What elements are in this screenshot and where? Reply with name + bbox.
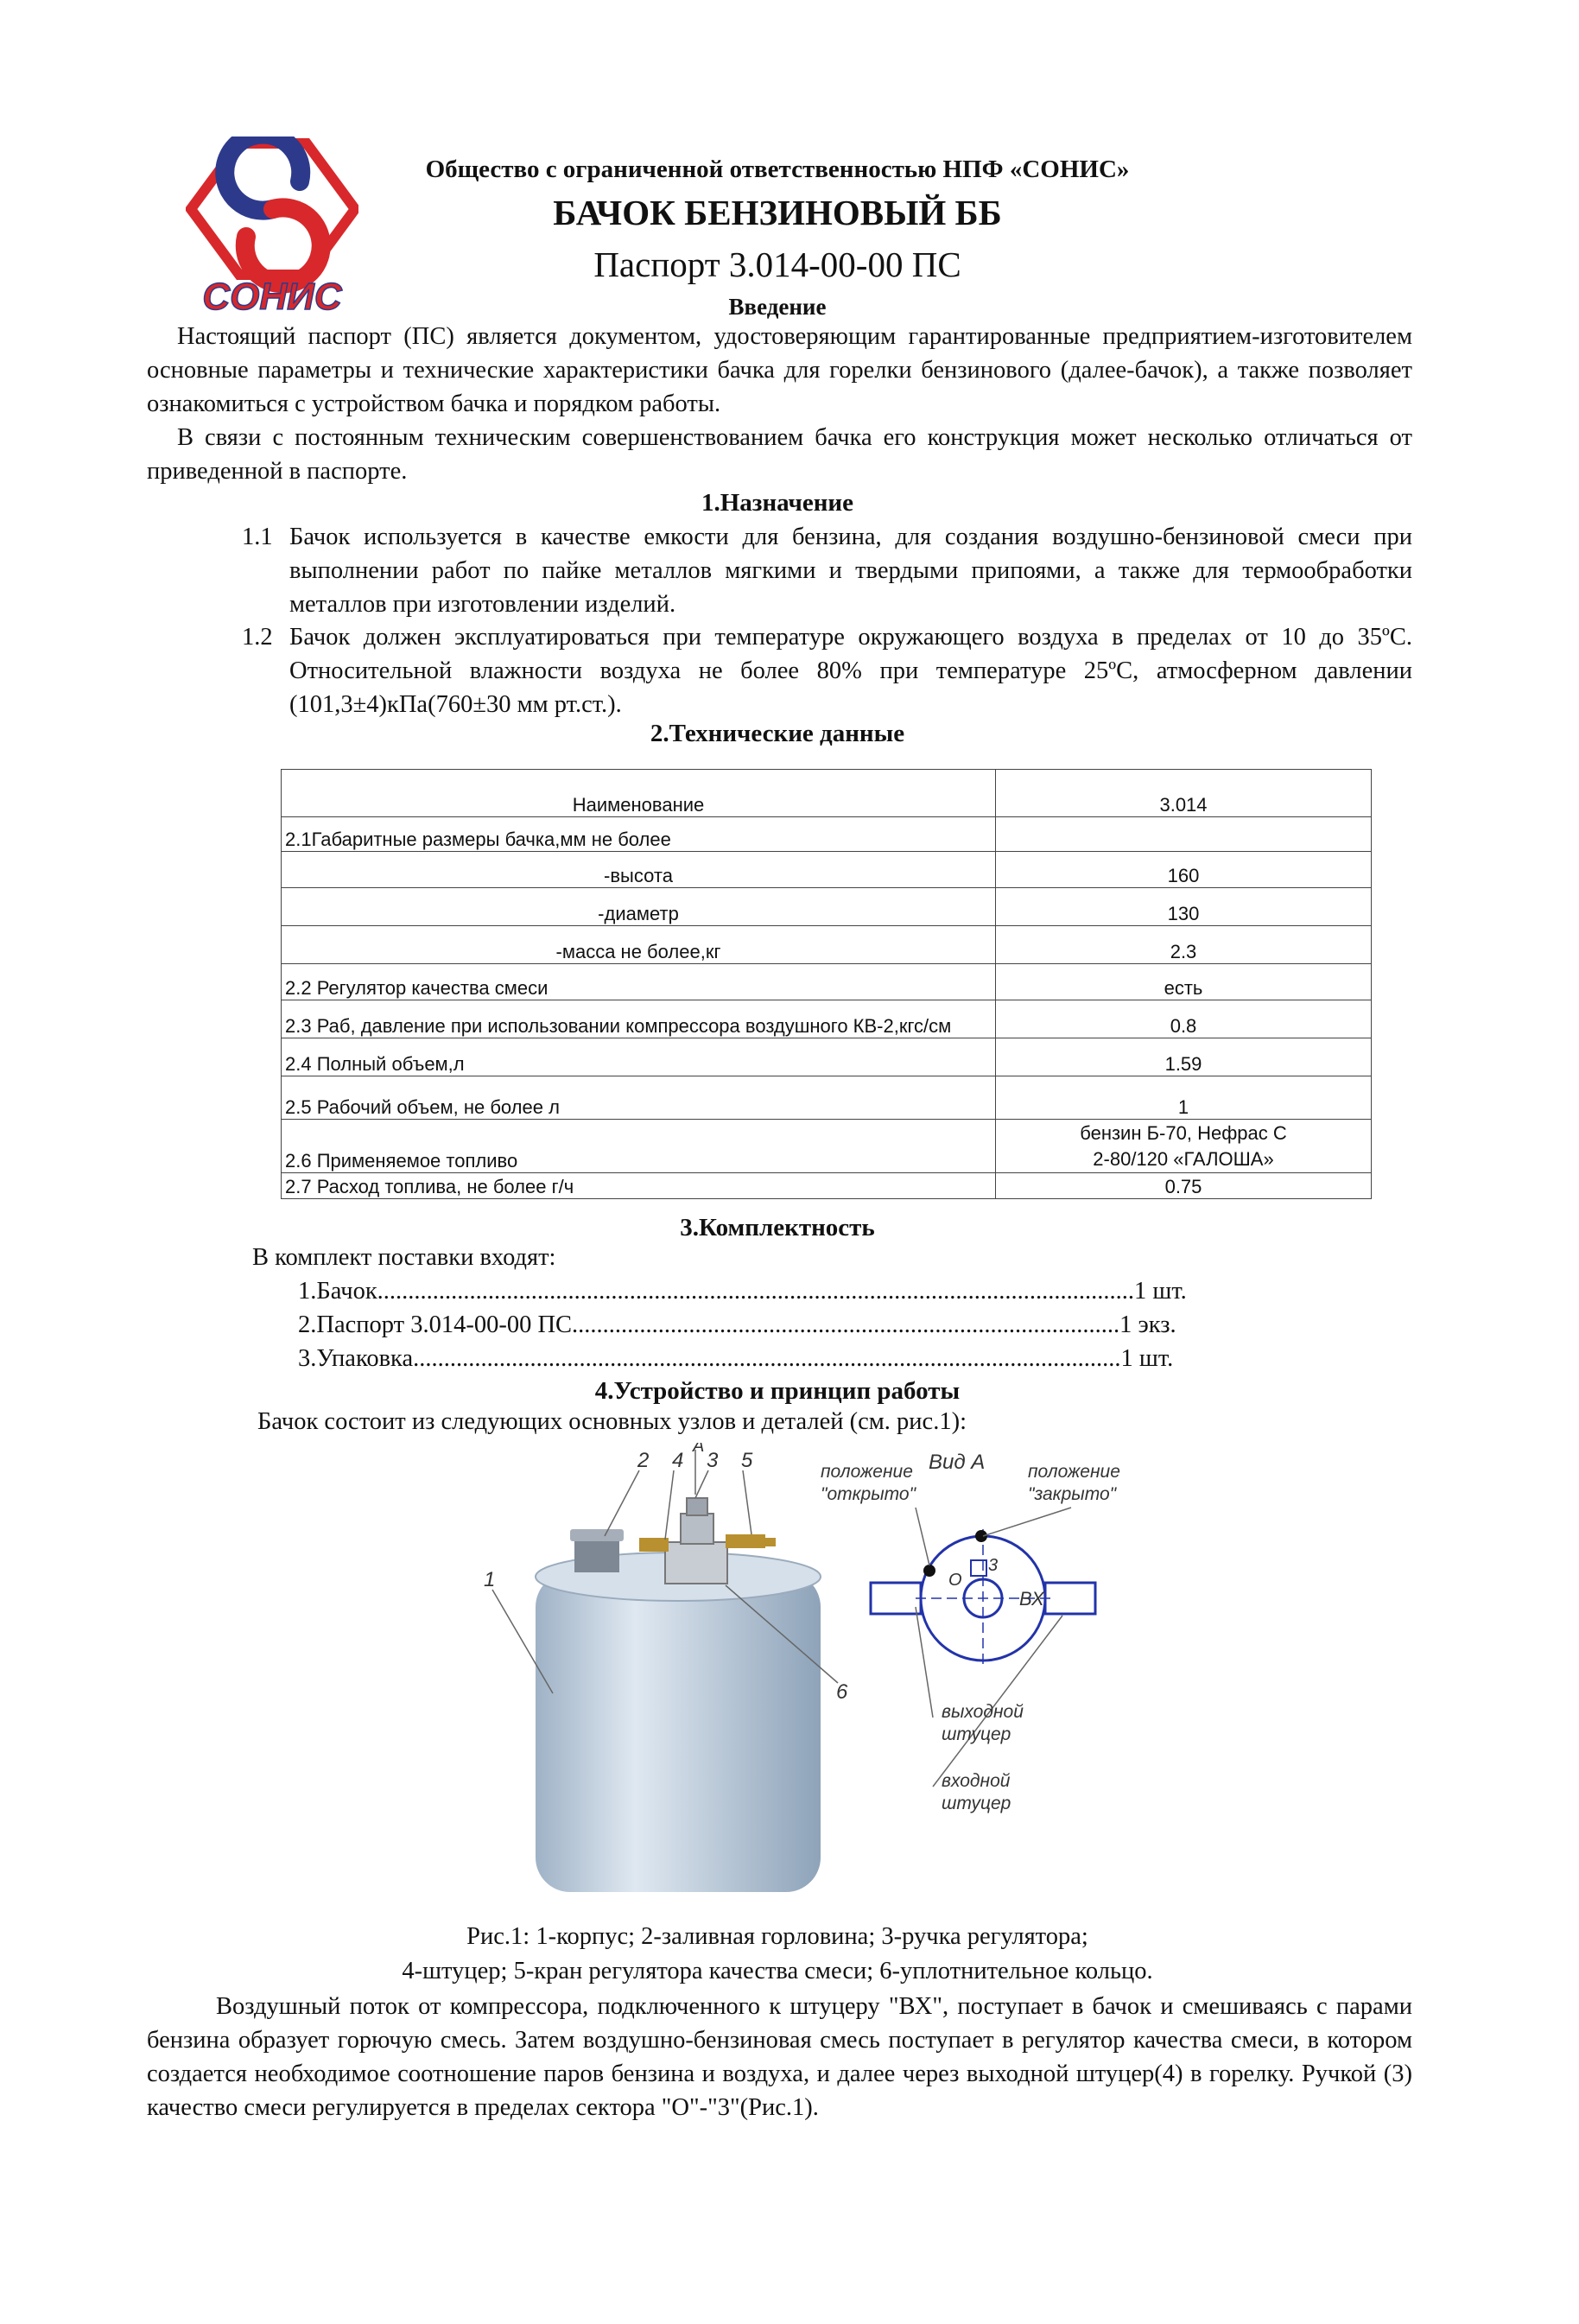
view-a-diagram	[821, 1451, 1120, 1813]
table-row	[282, 964, 1372, 1000]
callout-2: 2	[637, 1449, 650, 1472]
table-cell: 2.7 Расход топлива, не более г/ч	[282, 1173, 996, 1199]
pos-closed-label-1: положение	[1028, 1462, 1120, 1482]
figure-1	[466, 1443, 1140, 1901]
table-cell: 0.8	[996, 1000, 1372, 1038]
table-row	[282, 1000, 1372, 1038]
table-row	[282, 817, 1372, 852]
mark-bx: ВХ	[1019, 1588, 1044, 1610]
pos-open-label-1: положение	[821, 1462, 913, 1482]
table-row	[282, 888, 1372, 926]
mark-3: 3	[988, 1556, 999, 1575]
section-1-item-1-text: Бачок используется в качестве емкости для бензина, для создания воздушно-бензиновой смеси при выполнении работ по пайке металлов мягкими и твердыми припоями, а также для термообработки металлов при изготовлении изделий.	[289, 524, 1412, 618]
list-item: 1.Бачок...........................................................................................................................1 шт.	[298, 1278, 1187, 1305]
callout-1: 1	[484, 1568, 496, 1591]
list-item: 2.Паспорт 3.014-00-00 ПС.........................................................................................1 экз.	[298, 1311, 1176, 1338]
table-cell: 160	[996, 852, 1372, 888]
mark-o: О	[948, 1571, 962, 1590]
table-row	[282, 852, 1372, 888]
section-4-heading: 4.Устройство и принцип работы	[594, 1377, 961, 1405]
callout-5: 5	[741, 1449, 753, 1472]
table-cell: 2.3 Раб, давление при использовании компрессора воздушного КВ-2,кгс/см	[282, 1000, 996, 1038]
table-cell: 2.5 Рабочий объем, не более л	[282, 1076, 996, 1120]
page-title: БАЧОК БЕНЗИНОВЫЙ ББ	[553, 193, 1002, 232]
table-cell: бензин Б-70, Нефрас С 2-80/120 «ГАЛОША»	[996, 1120, 1372, 1173]
logo-text: СОНИС	[202, 276, 342, 318]
section-4-paragraph: Воздушный поток от компрессора, подключенного к штуцеру "ВХ", поступает в бачок и смешиваясь с парами бензина образует горючую смесь. Затем воздушно-бензиновая смесь поступает в регулятор качества смеси, в котором создается необходимое соотношение паров бензина и воздуха, и далее через выходной штуцер(4) в горелку. Ручкой (3) качество смеси регулируется в пределах сектора "О"-"3"(Рис.1).	[147, 1993, 1412, 2121]
table-cell: -высота	[282, 852, 996, 888]
table-cell: -масса не более,кг	[282, 926, 996, 964]
table-cell: 2.1Габаритные размеры бачка,мм не более	[282, 817, 996, 852]
table-cell: 2.4 Полный объем,л	[282, 1038, 996, 1076]
list-item: 3.Упаковка...................................................................................................................1 шт.	[298, 1345, 1174, 1372]
figure-caption-line-2: 4-штуцер; 5-кран регулятора качества смеси; 6-уплотнительное кольцо.	[402, 1958, 1153, 1984]
section-1-heading: 1.Назначение	[701, 489, 854, 517]
outlet-label-2: штуцер	[942, 1724, 1011, 1744]
inlet-label-2: штуцер	[942, 1794, 1011, 1813]
outlet-label-1: выходной	[942, 1702, 1024, 1722]
table-cell: 2.6 Применяемое топливо	[282, 1120, 996, 1173]
section-2-heading: 2.Технические данные	[650, 720, 905, 747]
table-row	[282, 1038, 1372, 1076]
section-4-lead: Бачок состоит из следующих основных узлов и деталей (см. рис.1):	[257, 1408, 967, 1435]
table-cell: -диаметр	[282, 888, 996, 926]
table-row	[282, 1120, 1372, 1173]
inlet-label-1: входной	[942, 1771, 1011, 1791]
table-header-cell: Наименование	[282, 770, 996, 817]
table-cell: 2.3	[996, 926, 1372, 964]
table-header-cell: 3.014	[996, 770, 1372, 817]
table-cell: есть	[996, 964, 1372, 1000]
tank-illustration	[536, 1498, 821, 1892]
table-cell: 130	[996, 888, 1372, 926]
intro-paragraph-1: Настоящий паспорт (ПС) является документом, удостоверяющим гарантированные предприятием-изготовителем основные параметры и технические характеристики бачка для горелки бензинового (далее-бачок), а также позволяет ознакомиться с устройством бачка и порядком работы.	[147, 323, 1412, 417]
callout-a: A	[693, 1443, 705, 1456]
section-1-item-1-number: 1.1	[242, 524, 273, 550]
table-header-row	[282, 770, 1372, 817]
callout-6: 6	[836, 1680, 848, 1704]
table-row	[282, 1173, 1372, 1199]
section-1-item-2-number: 1.2	[242, 624, 273, 651]
view-a-label: Вид А	[929, 1451, 986, 1474]
section-1-item-2-text: Бачок должен эксплуатироваться при температуре окружающего воздуха в пределах от 10 до 35ºС. Относительной влажности воздуха не более 80% при температуре 25ºС, атмосферном давлении (101,3±4)кПа(760±30 мм рт.ст.).	[289, 624, 1412, 718]
section-3-lead: В комплект поставки входят:	[252, 1244, 556, 1271]
table-cell: 2.2 Регулятор качества смеси	[282, 964, 996, 1000]
company-logo	[186, 137, 358, 318]
intro-heading: Введение	[728, 294, 827, 320]
pos-open-label-2: "открыто"	[821, 1484, 916, 1504]
table-row	[282, 926, 1372, 964]
table-cell	[996, 817, 1372, 852]
callout-4: 4	[672, 1449, 684, 1472]
intro-paragraph-2: В связи с постоянным техническим совершенствованием бачка его конструкция может несколько отличаться от приведенной в паспорте.	[147, 424, 1412, 485]
table-row	[282, 1076, 1372, 1120]
company-name: Общество с ограниченной ответственностью НПФ «СОНИС»	[425, 156, 1130, 183]
pos-closed-label-2: "закрыто"	[1028, 1484, 1117, 1504]
figure-caption-line-1: Рис.1: 1-корпус; 2-заливная горловина; 3-ручка регулятора;	[466, 1923, 1088, 1950]
spec-table	[281, 769, 1372, 1199]
section-3-heading: 3.Комплектность	[680, 1214, 875, 1241]
page-subtitle: Паспорт 3.014-00-00 ПС	[593, 244, 961, 284]
table-cell: 1	[996, 1076, 1372, 1120]
callout-3: 3	[707, 1449, 719, 1472]
table-cell: 0.75	[996, 1173, 1372, 1199]
table-cell: 1.59	[996, 1038, 1372, 1076]
